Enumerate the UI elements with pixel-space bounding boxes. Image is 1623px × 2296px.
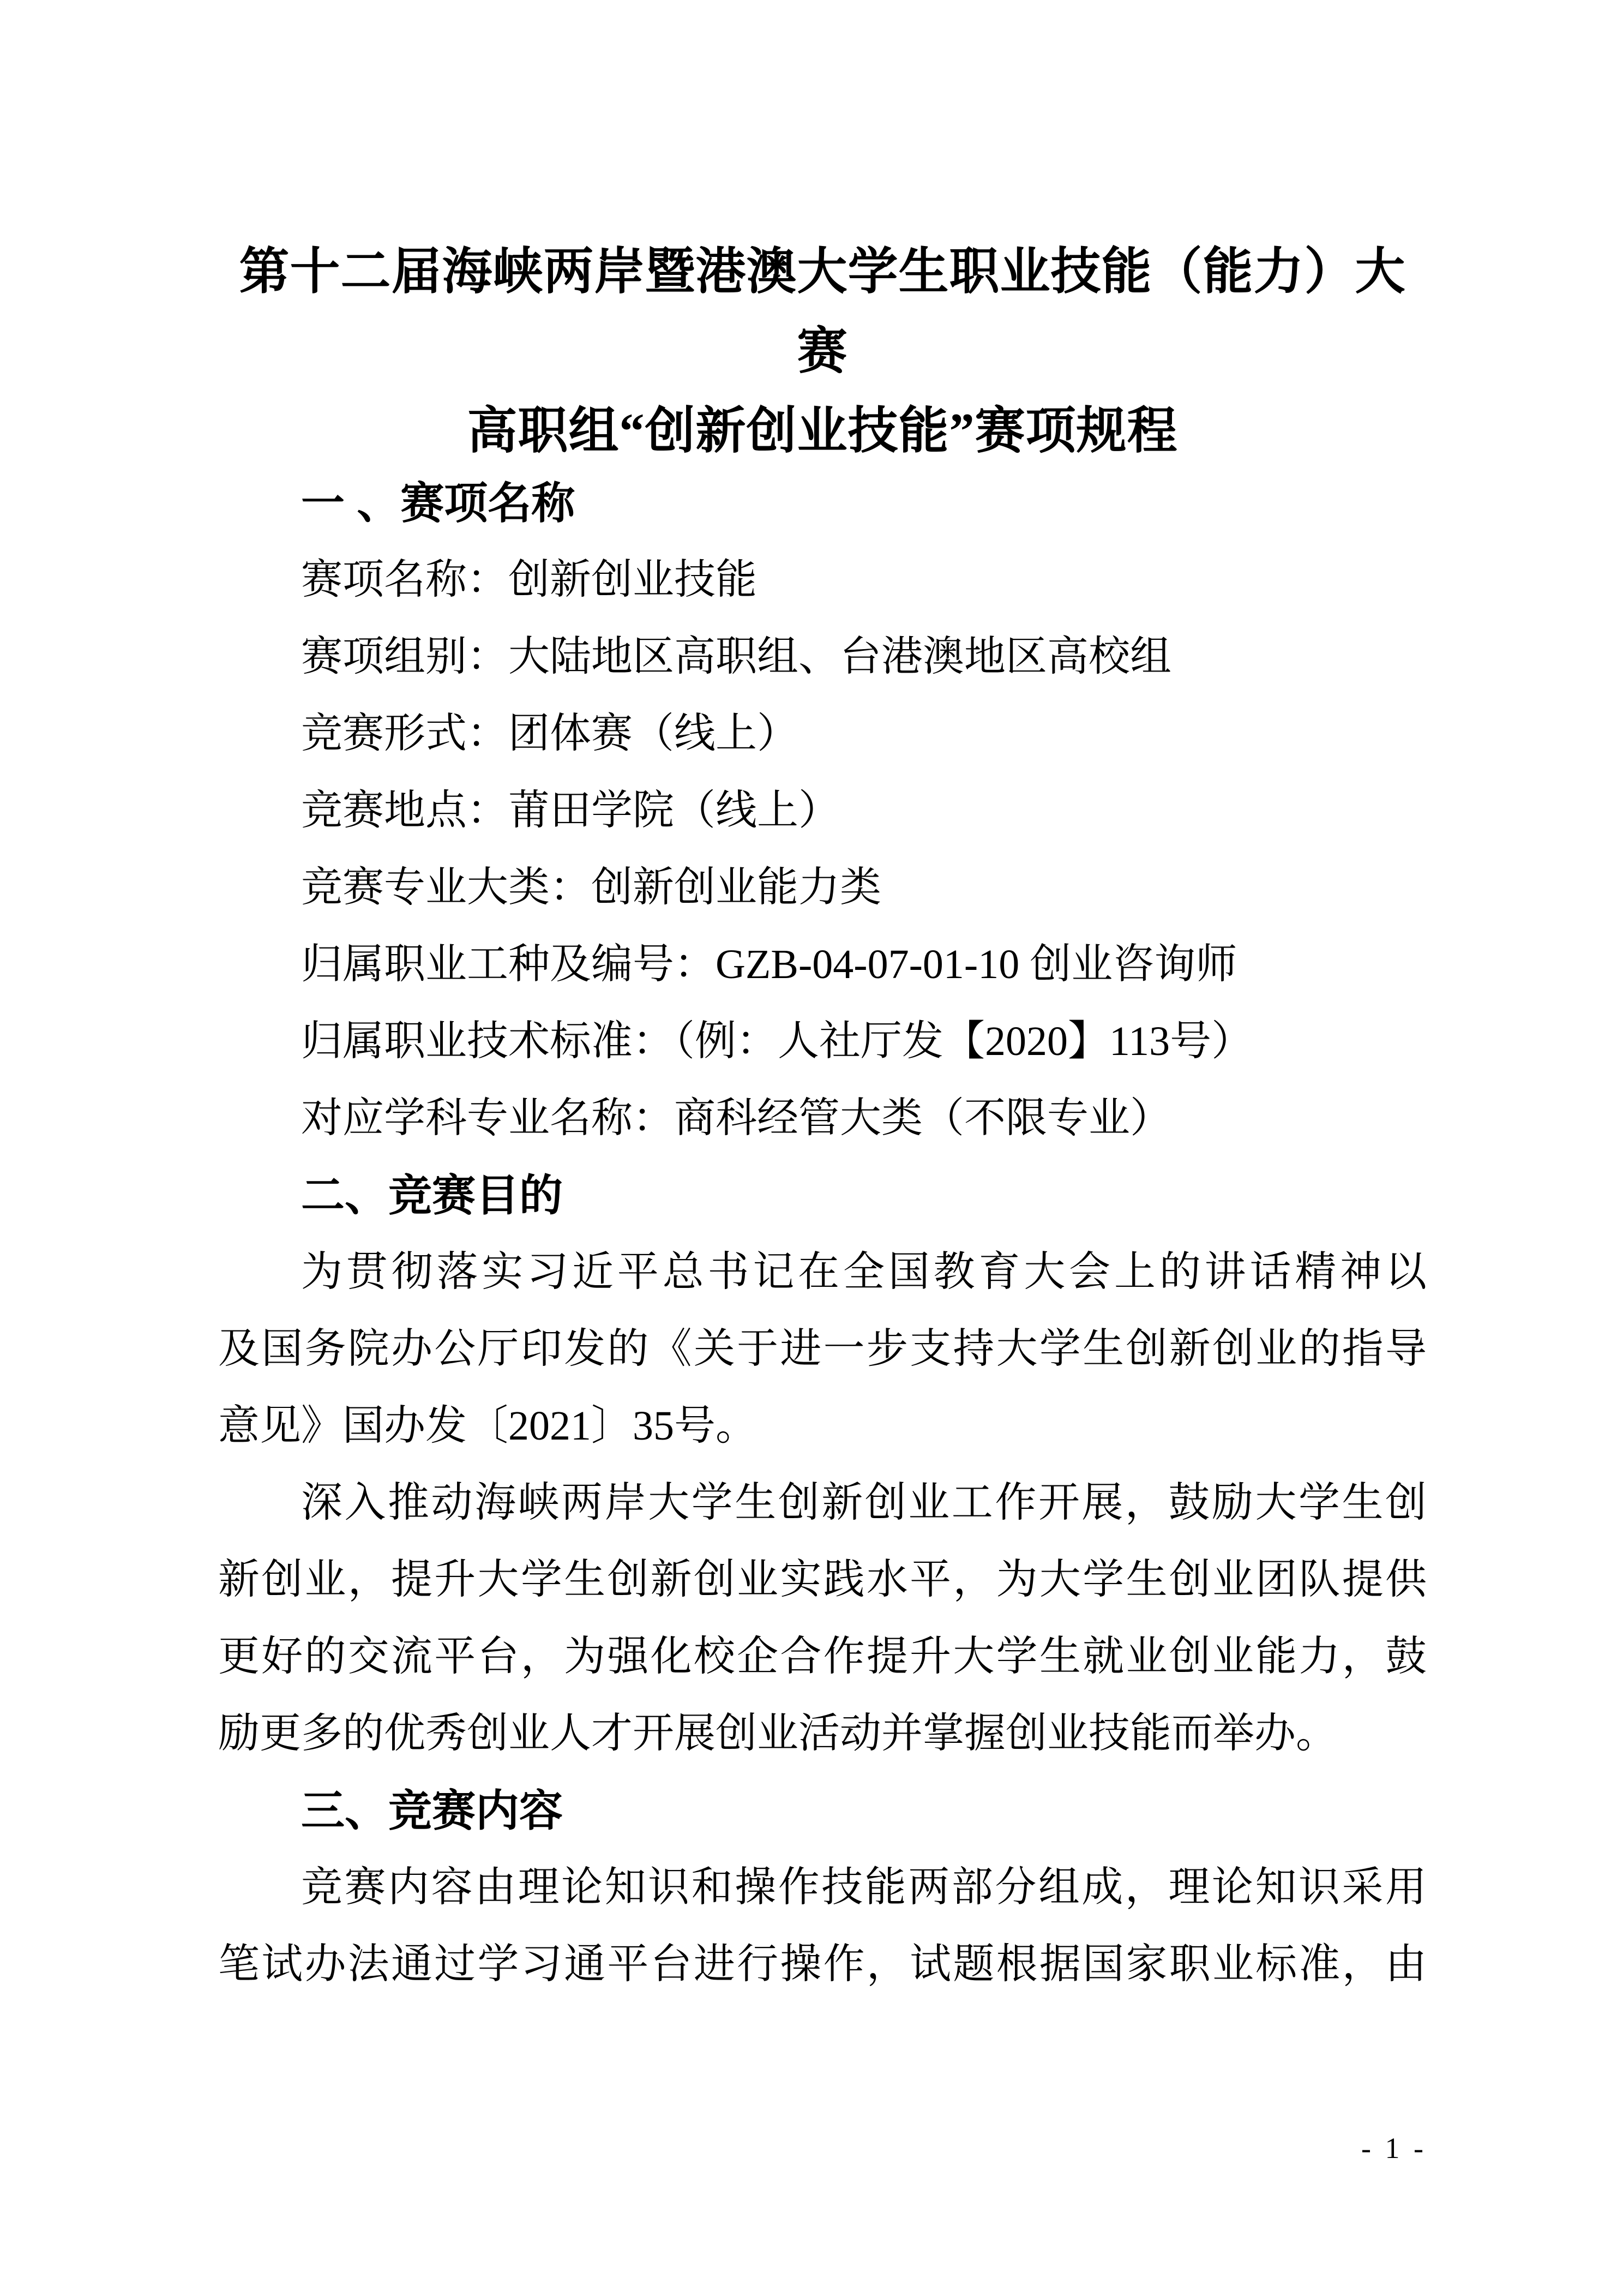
text-line: 新创业，提升大学生创新创业实践水平，为大学生创业团队提供 bbox=[218, 1557, 1427, 1603]
text-line: 及国务院办公厅印发的《关于进一步支持大学生创新创业的指导 bbox=[218, 1326, 1427, 1372]
text-line: 赛项组别：大陆地区高职组、台港澳地区高校组 bbox=[301, 634, 1171, 680]
section-heading: 一 、赛项名称 bbox=[301, 479, 575, 527]
section-heading: 二、竞赛目的 bbox=[301, 1171, 563, 1220]
text-line: 竞赛专业大类：创新创业能力类 bbox=[301, 865, 881, 910]
document-title-line-1: 第十二届海峡两岸暨港澳大学生职业技能（能力）大赛 bbox=[239, 244, 1406, 379]
text-line: 为贯彻落实习近平总书记在全国教育大会上的讲话精神以 bbox=[301, 1249, 1427, 1295]
document-body bbox=[218, 465, 1427, 2003]
text-line: 竞赛形式：团体赛（线上） bbox=[301, 711, 798, 757]
page-number: - 1 - bbox=[1361, 2132, 1427, 2165]
text-line: 励更多的优秀创业人才开展创业活动并掌握创业技能而举办。 bbox=[218, 1711, 1337, 1757]
text-line: 竞赛内容由理论知识和操作技能两部分组成，理论知识采用 bbox=[301, 1865, 1427, 1910]
document-title bbox=[218, 232, 1427, 471]
text-line: 对应学科专业名称：商科经管大类（不限专业） bbox=[301, 1095, 1171, 1141]
text-line: 竞赛地点：莆田学院（线上） bbox=[301, 788, 840, 834]
text-line: 赛项名称：创新创业技能 bbox=[301, 557, 757, 603]
text-line: 意见》国办发〔2021〕35号。 bbox=[218, 1403, 757, 1449]
text-line: 归属职业技术标准：（例：人社厅发【2020】113号） bbox=[301, 1018, 1253, 1064]
section-heading: 三、竞赛内容 bbox=[301, 1787, 563, 1835]
text-line: 深入推动海峡两岸大学生创新创业工作开展，鼓励大学生创 bbox=[301, 1480, 1427, 1526]
text-line: 笔试办法通过学习通平台进行操作，试题根据国家职业标准，由 bbox=[218, 1941, 1427, 1987]
document-title-line-2: 高职组“创新创业技能”赛项规程 bbox=[467, 403, 1178, 459]
text-line: 归属职业工种及编号：GZB-04-07-01-10 创业咨询师 bbox=[301, 942, 1237, 987]
text-line: 更好的交流平台，为强化校企合作提升大学生就业创业能力，鼓 bbox=[218, 1634, 1427, 1680]
